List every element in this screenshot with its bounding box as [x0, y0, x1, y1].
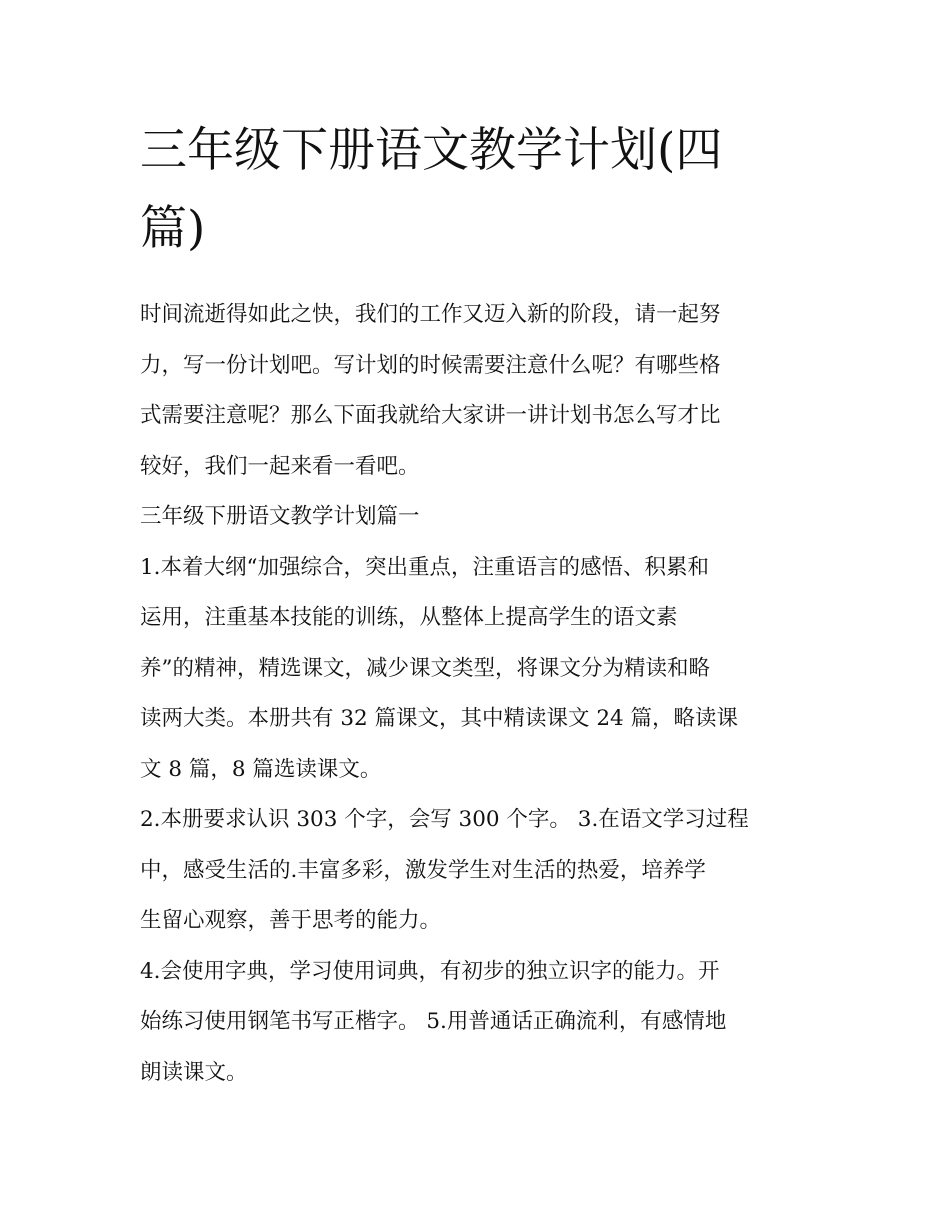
text-line: 读两大类。本册共有 32 篇课文，其中精读课文 24 篇，略读课 [140, 706, 739, 731]
text-line: 4.会使用字典，学习使用词典，有初步的独立识字的能力。开 [140, 958, 720, 984]
text-line: 始练习使用钢笔书写正楷字。 5.用普通话正确流利，有感情地 [140, 1009, 727, 1034]
item-paragraph-2-3 [140, 795, 812, 947]
title-line: 篇) [140, 201, 206, 256]
text-line: 养”的精神，精选课文，减少课文类型，将课文分为精读和略 [140, 655, 710, 681]
text-line: 2.本册要求认识 303 个字，会写 300 个字。 3.在语文学习过程 [140, 807, 749, 832]
title-line: 三年级下册语文教学计划(四 [140, 123, 723, 178]
text-line: 生留心观察，善于思考的能力。 [140, 908, 442, 933]
document-title [140, 112, 780, 268]
text-line: 中，感受生活的.丰富多彩，激发学生对生活的热爱，培养学 [140, 857, 706, 883]
text-line: 三年级下册语文教学计划篇一 [140, 504, 420, 529]
text-line: 文 8 篇，8 篇选读课文。 [140, 756, 382, 782]
item-paragraph-4-5 [140, 947, 812, 1099]
item-paragraph-1 [140, 543, 812, 796]
text-line: 力，写一份计划吧。写计划的时候需要注意什么呢？有哪些格 [140, 352, 721, 378]
text-line: 1.本着大纲“加强综合，突出重点，注重语言的感悟、积累和 [140, 554, 710, 580]
text-line: 时间流逝得如此之快，我们的工作又迈入新的阶段，请一起努 [140, 302, 721, 327]
text-line: 较好，我们一起来看一看吧。 [140, 453, 420, 479]
intro-paragraph [140, 290, 812, 492]
text-line: 运用，注重基本技能的训练，从整体上提高学生的语文素 [140, 605, 678, 630]
text-line: 式需要注意呢？那么下面我就给大家讲一讲计划书怎么写才比 [140, 403, 721, 428]
section-heading [140, 492, 812, 543]
text-line: 朗读课文。 [140, 1059, 248, 1085]
